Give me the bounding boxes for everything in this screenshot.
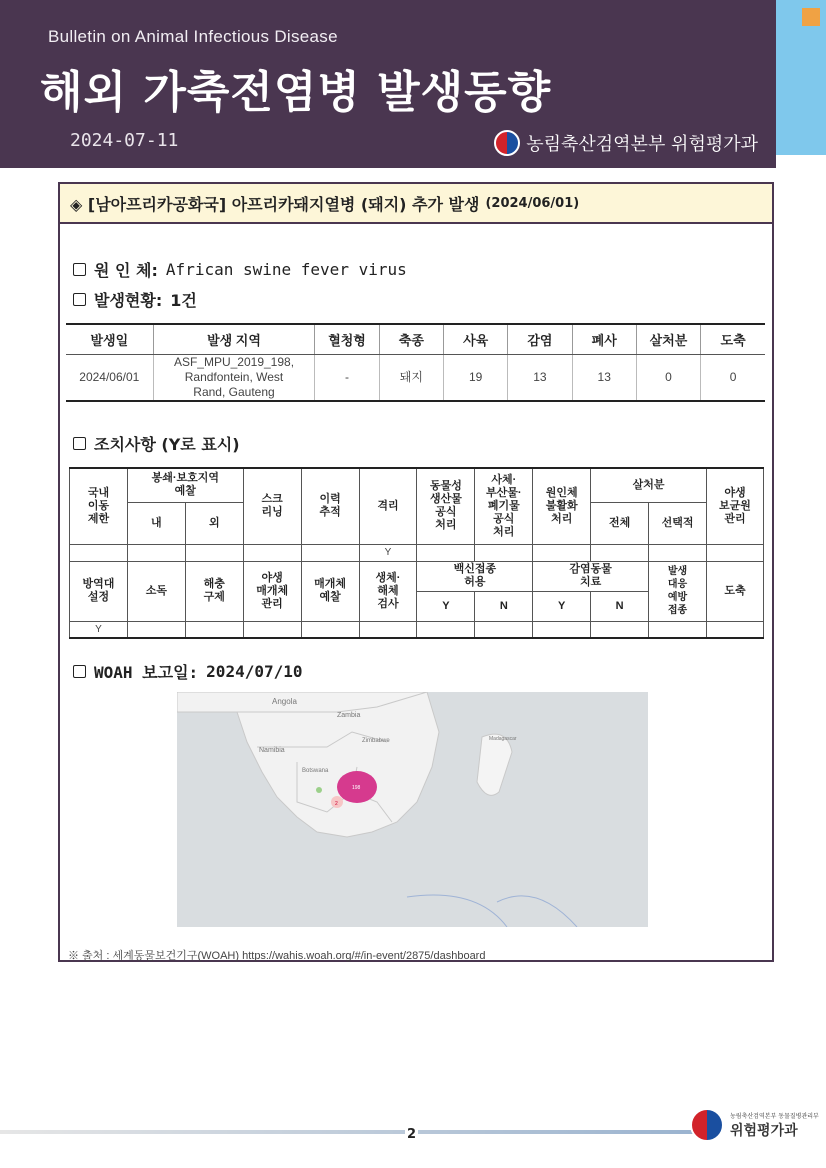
header-carcass: 사체· 부산물· 폐기물 공식 처리 [475, 468, 533, 544]
map-label-botswana: Botswana [302, 768, 329, 774]
agent-label: 원 인 체: [94, 261, 158, 280]
header-pest: 해충 구제 [185, 561, 243, 621]
table-cell: 13 [508, 354, 572, 401]
taegeuk-logo-icon [494, 130, 520, 156]
col-header: 축종 [379, 324, 443, 354]
table-cell [533, 544, 591, 561]
footer-org [730, 1111, 819, 1140]
map-label-zimbabwe: Zimbabwe [362, 738, 390, 744]
table-cell [533, 621, 591, 638]
table-cell [591, 544, 649, 561]
header-treatment: 감염동물 치료 [533, 561, 649, 591]
header-slaughter: 도축 [706, 561, 763, 621]
header-no: N [475, 591, 533, 621]
header-wildlife-reservoir: 야생 보균원 관리 [706, 468, 763, 544]
table-cell [706, 544, 763, 561]
cluster-major-label: 198 [352, 785, 361, 791]
header-culling-selective: 선택적 [649, 502, 707, 544]
col-header: 혈청형 [315, 324, 379, 354]
map-label-zambia: Zambia [337, 712, 361, 719]
bulletin-subtitle: Bulletin on Animal Infectious Disease [48, 27, 338, 46]
map-label-madagascar: Madagascar [489, 736, 517, 742]
table-cell: ASF_MPU_2019_198, Randfontein, West Rand, Gauteng [153, 354, 315, 401]
table-cell: 돼지 [379, 354, 443, 401]
southern-africa-map [177, 692, 648, 927]
table-cell [591, 621, 649, 638]
taegeuk-logo-icon [690, 1108, 724, 1142]
col-header: 감염 [508, 324, 572, 354]
table-cell [127, 544, 185, 561]
table-cell [185, 544, 243, 561]
org-badge [494, 130, 758, 156]
table-cell [127, 621, 185, 638]
woah-date: 2024/07/10 [206, 662, 303, 681]
table-cell [417, 544, 475, 561]
header-culling-all: 전체 [591, 502, 649, 544]
agent-value: African swine fever virus [165, 260, 407, 279]
header-inactivation: 원인체 불활화 처리 [533, 468, 591, 544]
cluster-minor-label: 2 [335, 801, 338, 807]
table-cell [649, 621, 707, 638]
checkbox-square-icon [73, 665, 86, 678]
header-yes: Y [533, 591, 591, 621]
table-cell: 13 [572, 354, 636, 401]
footer-logo [690, 1108, 819, 1142]
col-header: 살처분 [636, 324, 700, 354]
table-row [70, 621, 764, 638]
header-products: 동물성 생산물 공식 처리 [417, 468, 475, 544]
table-cell [417, 621, 475, 638]
footer-line [0, 1130, 700, 1134]
col-header: 발생일 [66, 324, 153, 354]
header-screening: 스크 리닝 [243, 468, 301, 544]
status-line [73, 288, 197, 311]
header-culling: 살처분 [591, 468, 707, 502]
outbreak-table [66, 323, 765, 402]
agent-line [73, 258, 407, 281]
header-disinfection: 소독 [127, 561, 185, 621]
table-cell: 2024/06/01 [66, 354, 153, 401]
table-cell [70, 544, 128, 561]
header-wild-vector: 야생 매개체 관리 [243, 561, 301, 621]
header-yes: Y [417, 591, 475, 621]
page-number: 2 [407, 1127, 417, 1142]
map-label-namibia: Namibia [259, 747, 285, 754]
header-tracing: 이력 추적 [301, 468, 359, 544]
col-header: 사육 [443, 324, 507, 354]
header-bio-test: 생체· 해체 검사 [359, 561, 417, 621]
header-vaccination: 백신접종 허용 [417, 561, 533, 591]
table-cell [475, 544, 533, 561]
col-header: 폐사 [572, 324, 636, 354]
table-cell [301, 621, 359, 638]
measures-label: 조치사항 (Y로 표시) [94, 435, 240, 454]
checkbox-square-icon [73, 437, 86, 450]
col-header: 발생 지역 [153, 324, 315, 354]
table-cell: - [315, 354, 379, 401]
org-name: 농림축산검역본부 위험평가과 [526, 134, 758, 155]
woah-label: WOAH 보고일: [94, 663, 199, 682]
outbreak-table-header [66, 324, 765, 354]
table-cell [359, 621, 417, 638]
checkbox-square-icon [73, 263, 86, 276]
table-cell: 19 [443, 354, 507, 401]
header-containment-in: 내 [127, 502, 185, 544]
table-cell: Y [70, 621, 128, 638]
source-note: ※ 출처 : 세계동물보건기구(WOAH) https://wahis.woah.org/#/in-event/2875/dashboard [68, 950, 486, 962]
table-cell [243, 544, 301, 561]
report-heading-date: (2024/06/01) [485, 195, 580, 211]
status-value: 1건 [170, 291, 197, 310]
measures-line [73, 432, 240, 455]
table-cell [243, 621, 301, 638]
header-no: N [591, 591, 649, 621]
table-row [70, 544, 764, 561]
table-cell [301, 544, 359, 561]
issue-date: 2024-07-11 [70, 130, 179, 151]
table-row [66, 354, 765, 401]
table-cell [706, 621, 763, 638]
status-label: 발생현황: [94, 291, 163, 310]
footer-org-small: 농림축산검역본부 동물질병관리부 [730, 1112, 819, 1120]
header-vector-surv: 매개체 예찰 [301, 561, 359, 621]
checkbox-square-icon [73, 293, 86, 306]
side-accent-orange [802, 8, 820, 26]
table-cell: 0 [701, 354, 765, 401]
col-header: 도축 [701, 324, 765, 354]
table-cell [185, 621, 243, 638]
table-cell: 0 [636, 354, 700, 401]
table-cell [649, 544, 707, 561]
page-header [0, 0, 776, 168]
table-cell: Y [359, 544, 417, 561]
header-containment: 봉쇄·보호지역 예찰 [127, 468, 243, 502]
footer-org-large: 위험평가과 [730, 1122, 798, 1139]
header-zoning: 방역대 설정 [70, 561, 128, 621]
map-label-angola: Angola [272, 697, 297, 706]
report-heading [58, 182, 774, 224]
header-containment-out: 외 [185, 502, 243, 544]
report-heading-text: ◈ [남아프리카공화국] 아프리카돼지열병 (돼지) 추가 발생 [70, 194, 480, 214]
table-cell [475, 621, 533, 638]
outbreak-map [177, 692, 648, 927]
header-quarantine: 격리 [359, 468, 417, 544]
page-title: 해외 가축전염병 발생동향 [40, 67, 552, 118]
header-domestic: 국내 이동 제한 [70, 468, 128, 544]
measures-table [69, 467, 764, 639]
header-prevention: 발생 대응 예방 접종 [649, 561, 707, 621]
woah-line [73, 660, 303, 683]
